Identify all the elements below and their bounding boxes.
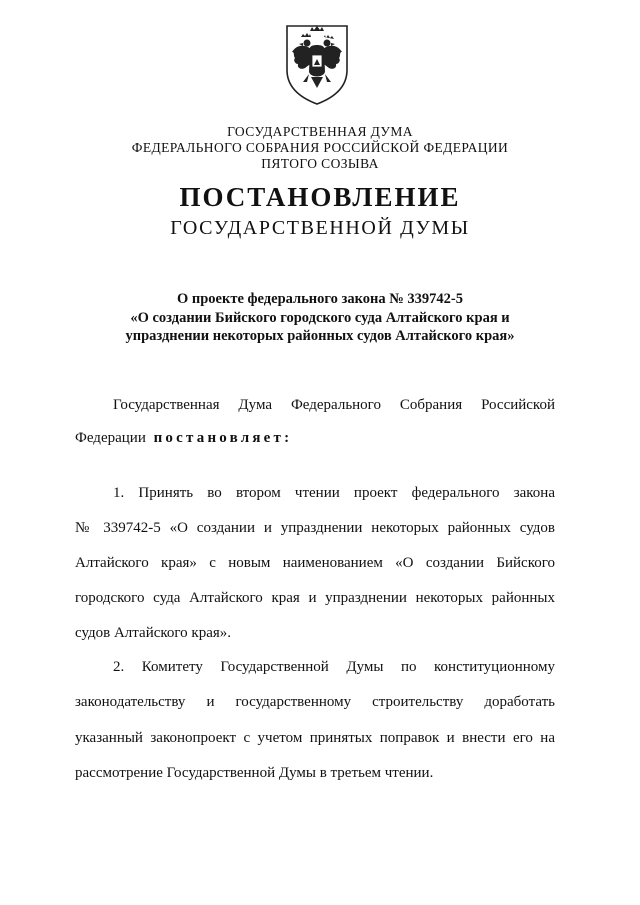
p2-line-4: рассмотрение Государственной Думы в третьем чтении. xyxy=(75,765,434,781)
p1-line-1: 1. Принять во втором чтении проект федерального закона xyxy=(113,485,555,501)
decree-word: постановляет: xyxy=(153,430,293,446)
intro-line-2 xyxy=(75,430,555,447)
subject-line-2: «О создании Бийского городского суда Алтайского края и xyxy=(130,309,510,326)
document-title: ПОСТАНОВЛЕНИЕ xyxy=(179,182,461,212)
subject-line-3: упразднении некоторых районных судов Алтайского края» xyxy=(125,328,515,344)
coat-of-arms-emblem xyxy=(283,22,351,106)
p2-line-2: законодательству и государственному строительству доработать xyxy=(75,694,555,710)
subject-line-1: О проекте федерального закона № 339742-5 xyxy=(176,291,464,307)
p2-line-1: 2. Комитету Государственной Думы по конституционному xyxy=(113,659,555,675)
p1-line-2: № 339742-5 «О создании и упразднении некоторых районных судов xyxy=(75,520,555,536)
document-subtitle: ГОСУДАРСТВЕННОЙ ДУМЫ xyxy=(170,217,470,239)
document-subject xyxy=(0,290,640,346)
issuer-header xyxy=(0,124,640,172)
p1-line-3: Алтайского края» с новым наименованием «О создании Бийского xyxy=(75,555,555,571)
header-line-convocation: ПЯТОГО СОЗЫВА xyxy=(261,156,379,171)
intro-federation-word: Федерации xyxy=(75,430,146,446)
header-line-federal-assembly: ФЕДЕРАЛЬНОГО СОБРАНИЯ РОССИЙСКОЙ ФЕДЕРАЦИИ xyxy=(131,140,509,155)
p1-line-5: судов Алтайского края». xyxy=(75,625,232,641)
p2-line-3: указанный законопроект с учетом принятых поправок и внести его на xyxy=(75,730,555,746)
p1-line-4: городского суда Алтайского края и упразднении некоторых районных xyxy=(75,590,555,606)
header-line-duma: ГОСУДАРСТВЕННАЯ ДУМА xyxy=(227,124,413,139)
intro-line-1: Государственная Дума Федерального Собрания Российской xyxy=(113,397,555,413)
